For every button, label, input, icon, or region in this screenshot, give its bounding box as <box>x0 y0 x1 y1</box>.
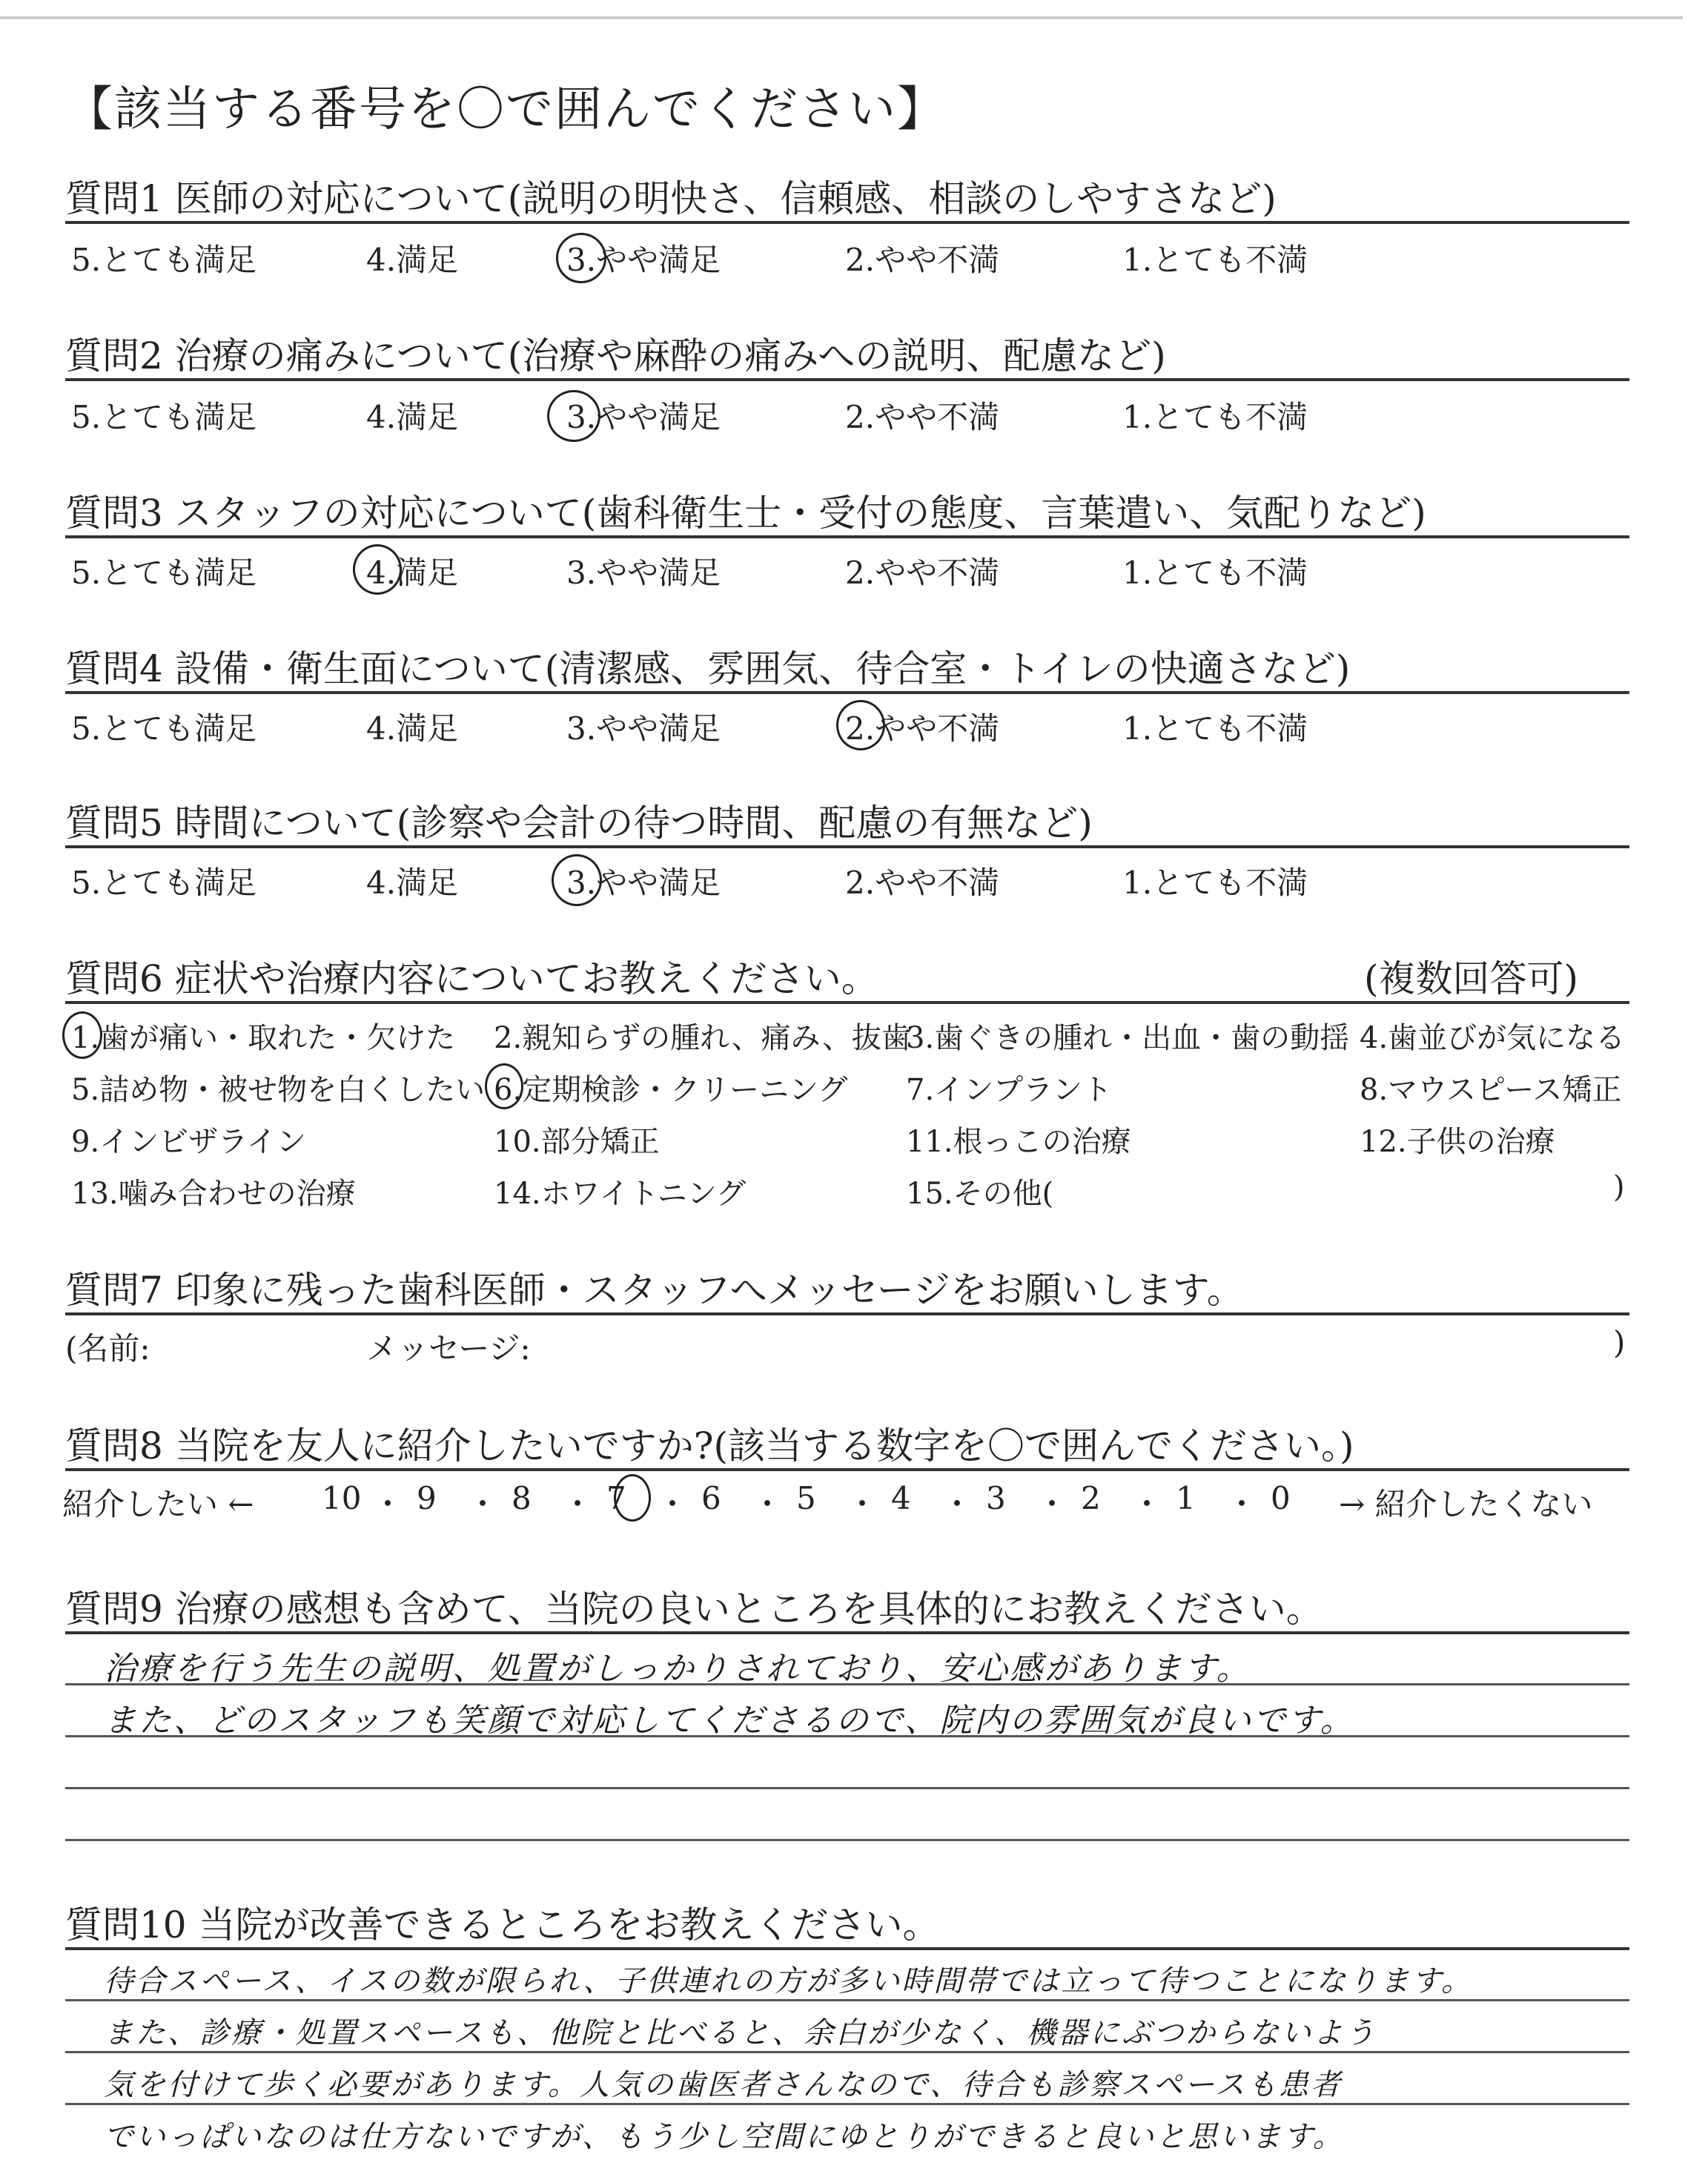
question-9-rule <box>65 1631 1629 1634</box>
q10-answer-line-1: 待合スペース、イスの数が限られ、子供連れの方が多い時間帯では立って待つことになります。 <box>104 1964 1473 1998</box>
q6-item-5[interactable]: 5.詰め物・被せ物を白くしたい <box>71 1073 486 1107</box>
q10-answer-line-3: 気を付けて歩く必要があります。人気の歯医者さんなので、待合も診察スペースも患者 <box>104 2068 1343 2102</box>
q5-option-1[interactable]: 1.とても不満 <box>1122 865 1308 901</box>
q5-option-3[interactable]: 3.やや満足 <box>566 865 721 901</box>
question-6-note: (複数回答可) <box>1364 957 1579 1000</box>
question-8-label: 質問8 当院を友人に紹介したいですか?(該当する数字を〇で囲んでください。) <box>65 1424 1354 1467</box>
q1-option-2[interactable]: 2.やや不満 <box>845 242 1000 278</box>
question-9-label: 質問9 治療の感想も含めて、当院の良いところを具体的にお教えください。 <box>65 1588 1323 1631</box>
q9-answer-line-2: また、どのスタッフも笑顔で対応してくださるので、院内の雰囲気が良いです。 <box>104 1702 1355 1740</box>
q6-item-15[interactable]: 15.その他( <box>906 1177 1054 1211</box>
page-title: 【該当する番号を〇で囲んでください】 <box>65 82 946 137</box>
question-1-rule <box>65 221 1629 224</box>
q6-item-13[interactable]: 13.噛み合わせの治療 <box>71 1177 356 1211</box>
q9-ruled-line-3 <box>65 1787 1629 1789</box>
q10-answer-line-2: また、診療・処置スペースも、他院と比べると、余白が少なく、機器にぶつからないよう <box>104 2016 1377 2050</box>
q5-selection-circle <box>552 854 602 906</box>
q8-scale-separator: ・ <box>372 1486 404 1522</box>
q6-item-11[interactable]: 11.根っこの治療 <box>906 1125 1131 1159</box>
q6-item-2[interactable]: 2.親知らずの腫れ、痛み、抜歯 <box>494 1021 911 1055</box>
q7-name-label: (名前: <box>65 1330 150 1367</box>
q1-option-3[interactable]: 3.やや満足 <box>566 242 721 278</box>
question-4-label: 質問4 設備・衛生面について(清潔感、雰囲気、待合室・トイレの快適さなど) <box>65 647 1351 690</box>
question-6-label: 質問6 症状や治療内容についてお教えください。 <box>65 957 878 1000</box>
q3-option-4[interactable]: 4.満足 <box>366 555 459 591</box>
q8-scale-value-9[interactable]: 9 <box>417 1480 437 1516</box>
q8-scale-separator: ・ <box>1131 1486 1163 1522</box>
question-2-rule <box>65 378 1629 381</box>
q8-scale-separator: ・ <box>467 1486 499 1522</box>
q3-selection-circle <box>353 544 402 595</box>
q3-option-3[interactable]: 3.やや満足 <box>566 555 721 591</box>
q6-item-10[interactable]: 10.部分矯正 <box>494 1125 660 1159</box>
question-6-rule <box>65 1001 1629 1004</box>
scan-edge <box>0 16 1683 19</box>
question-5-rule <box>65 845 1629 848</box>
q8-scale-value-7[interactable]: 7 <box>606 1480 626 1516</box>
q8-selection-circle <box>614 1474 651 1522</box>
q2-option-3[interactable]: 3.やや満足 <box>566 399 721 435</box>
question-7-label: 質問7 印象に残った歯科医師・スタッフへメッセージをお願いします。 <box>65 1269 1244 1312</box>
q7-message-label: メッセージ: <box>366 1330 531 1367</box>
q8-scale-value-6[interactable]: 6 <box>701 1480 721 1516</box>
q4-selection-circle <box>836 700 885 750</box>
q2-option-1[interactable]: 1.とても不満 <box>1122 399 1308 435</box>
q8-scale-separator: ・ <box>1226 1486 1258 1522</box>
q2-option-2[interactable]: 2.やや不満 <box>845 399 1000 435</box>
q1-option-1[interactable]: 1.とても不満 <box>1122 242 1308 278</box>
q6-item-8[interactable]: 8.マウスピース矯正 <box>1360 1073 1622 1107</box>
q4-option-1[interactable]: 1.とても不満 <box>1122 710 1308 747</box>
q1-option-4[interactable]: 4.満足 <box>366 242 459 278</box>
q5-option-4[interactable]: 4.満足 <box>366 865 459 901</box>
q8-scale-value-4[interactable]: 4 <box>891 1480 911 1516</box>
q3-option-5[interactable]: 5.とても満足 <box>71 555 257 591</box>
question-1-label: 質問1 医師の対応について(説明の明快さ、信頼感、相談のしやすさなど) <box>65 177 1277 220</box>
q4-option-4[interactable]: 4.満足 <box>366 710 459 747</box>
q4-option-5[interactable]: 5.とても満足 <box>71 710 257 747</box>
question-3-rule <box>65 535 1629 538</box>
q8-right-label: → 紹介したくない <box>1339 1486 1593 1522</box>
q10-answer-line-4: でいっぱいなのは仕方ないですが、もう少し空間にゆとりができると良いと思います。 <box>104 2120 1345 2154</box>
q8-scale-separator: ・ <box>847 1486 878 1522</box>
q6-item-6[interactable]: 6.定期検診・クリーニング <box>494 1073 848 1107</box>
question-10-rule <box>65 1947 1629 1950</box>
q5-option-5[interactable]: 5.とても満足 <box>71 865 257 901</box>
question-8-rule <box>65 1468 1629 1471</box>
q6-item-12[interactable]: 12.子供の治療 <box>1360 1125 1555 1159</box>
q8-scale-separator: ・ <box>752 1486 784 1522</box>
question-4-rule <box>65 691 1629 694</box>
question-3-label: 質問3 スタッフの対応について(歯科衛生士・受付の態度、言葉遣い、気配りなど) <box>65 492 1426 535</box>
q2-option-4[interactable]: 4.満足 <box>366 399 459 435</box>
q5-option-2[interactable]: 2.やや不満 <box>845 865 1000 901</box>
question-2-label: 質問2 治療の痛みについて(治療や麻酔の痛みへの説明、配慮など) <box>65 334 1166 377</box>
q3-option-2[interactable]: 2.やや不満 <box>845 555 1000 591</box>
q4-option-3[interactable]: 3.やや満足 <box>566 710 721 747</box>
q8-scale-separator: ・ <box>941 1486 973 1522</box>
q2-option-5[interactable]: 5.とても満足 <box>71 399 257 435</box>
q6-item-6-circle <box>485 1063 523 1109</box>
q8-scale-value-2[interactable]: 2 <box>1081 1480 1101 1516</box>
q1-option-5[interactable]: 5.とても満足 <box>71 242 257 278</box>
q6-item-1[interactable]: 1.歯が痛い・取れた・欠けた <box>71 1021 456 1055</box>
q8-scale-separator: ・ <box>562 1486 594 1522</box>
q9-answer-line-1: 治療を行う先生の説明、処置がしっかりされており、安心感があります。 <box>104 1650 1251 1688</box>
q6-item-7[interactable]: 7.インプラント <box>906 1073 1113 1107</box>
q6-item-9[interactable]: 9.インビザライン <box>71 1125 306 1159</box>
q6-item-15-close: ) <box>1613 1170 1625 1204</box>
q9-ruled-line-4 <box>65 1839 1629 1841</box>
q8-scale-value-8[interactable]: 8 <box>512 1480 532 1516</box>
question-5-label: 質問5 時間について(診察や会計の待つ時間、配慮の有無など) <box>65 802 1093 845</box>
q8-scale-separator: ・ <box>1036 1486 1068 1522</box>
q8-scale-separator: ・ <box>657 1486 689 1522</box>
q8-scale-value-10[interactable]: 10 <box>322 1480 362 1516</box>
q6-item-14[interactable]: 14.ホワイトニング <box>494 1177 747 1211</box>
q6-item-1-circle <box>62 1011 102 1059</box>
q6-item-4[interactable]: 4.歯並びが気になる <box>1360 1021 1626 1055</box>
question-7-rule <box>65 1312 1629 1315</box>
q8-left-label: 紹介したい ← <box>62 1486 254 1522</box>
q8-scale-value-0[interactable]: 0 <box>1271 1480 1291 1516</box>
q7-close-paren: ) <box>1613 1324 1626 1361</box>
question-10-label: 質問10 当院が改善できるところをお教えください。 <box>65 1903 940 1946</box>
q8-scale-value-1[interactable]: 1 <box>1176 1480 1196 1516</box>
q3-option-1[interactable]: 1.とても不満 <box>1122 555 1308 591</box>
q4-option-2[interactable]: 2.やや不満 <box>845 710 1000 747</box>
q2-selection-circle <box>547 390 600 442</box>
q1-selection-circle <box>556 233 606 283</box>
q8-scale-value-3[interactable]: 3 <box>986 1480 1006 1516</box>
q6-item-3[interactable]: 3.歯ぐきの腫れ・出血・歯の動揺 <box>906 1021 1350 1055</box>
q8-scale-value-5[interactable]: 5 <box>796 1480 816 1516</box>
